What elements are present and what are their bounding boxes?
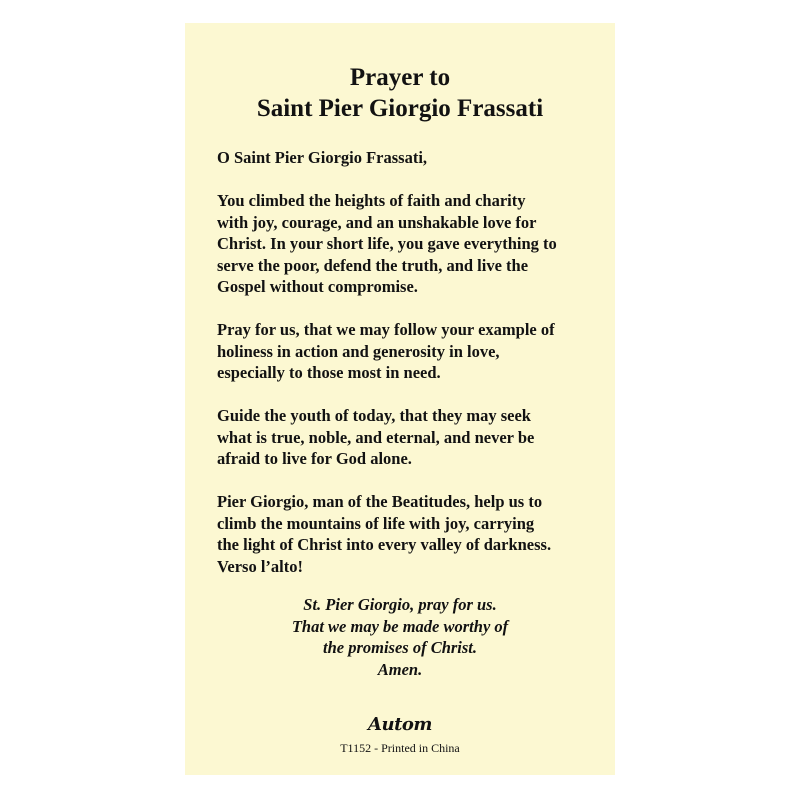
prayer-line: serve the poor, defend the truth, and live the: [217, 255, 529, 275]
prayer-title: [185, 62, 615, 124]
prayer-paragraph: [217, 405, 597, 470]
prayer-line: afraid to live for God alone.: [217, 449, 412, 468]
prayer-body: [217, 147, 597, 599]
prayer-line: what is true, noble, and eternal, and never be: [217, 427, 535, 447]
prayer-line: Pier Giorgio, man of the Beatitudes, help us to: [217, 492, 543, 511]
prayer-paragraph: [217, 147, 597, 169]
prayer-line: O Saint Pier Giorgio Frassati,: [217, 148, 428, 167]
title-line: Prayer to: [349, 64, 451, 91]
prayer-line: Christ. In your short life, you gave everything to: [217, 234, 557, 253]
closing-line: Amen.: [377, 659, 423, 679]
product-footer: T1152 - Printed in China: [340, 741, 460, 755]
prayer-line: Gospel without compromise.: [217, 277, 418, 296]
closing-invocation: [185, 594, 615, 680]
prayer-paragraph: [217, 190, 597, 298]
prayer-line: climb the mountains of life with joy, carrying: [217, 513, 535, 533]
prayer-line: Verso l’alto!: [217, 556, 303, 576]
prayer-line: the light of Christ into every valley of darkness.: [217, 535, 552, 554]
title-line: Saint Pier Giorgio Frassati: [256, 95, 544, 122]
prayer-card: [185, 23, 615, 775]
prayer-line: with joy, courage, and an unshakable love for: [217, 212, 537, 232]
prayer-paragraph: [217, 319, 597, 384]
prayer-line: especially to those most in need.: [217, 363, 441, 382]
prayer-line: You climbed the heights of faith and charity: [217, 191, 526, 210]
autom-logo: Autom: [368, 714, 432, 735]
closing-line: St. Pier Giorgio, pray for us.: [303, 595, 497, 614]
closing-line: the promises of Christ.: [322, 638, 478, 657]
prayer-line: Guide the youth of today, that they may seek: [217, 406, 531, 425]
prayer-line: Pray for us, that we may follow your example of: [217, 320, 555, 339]
closing-line: That we may be made worthy of: [291, 616, 509, 636]
prayer-line: holiness in action and generosity in love,: [217, 341, 500, 361]
prayer-paragraph: [217, 491, 597, 577]
